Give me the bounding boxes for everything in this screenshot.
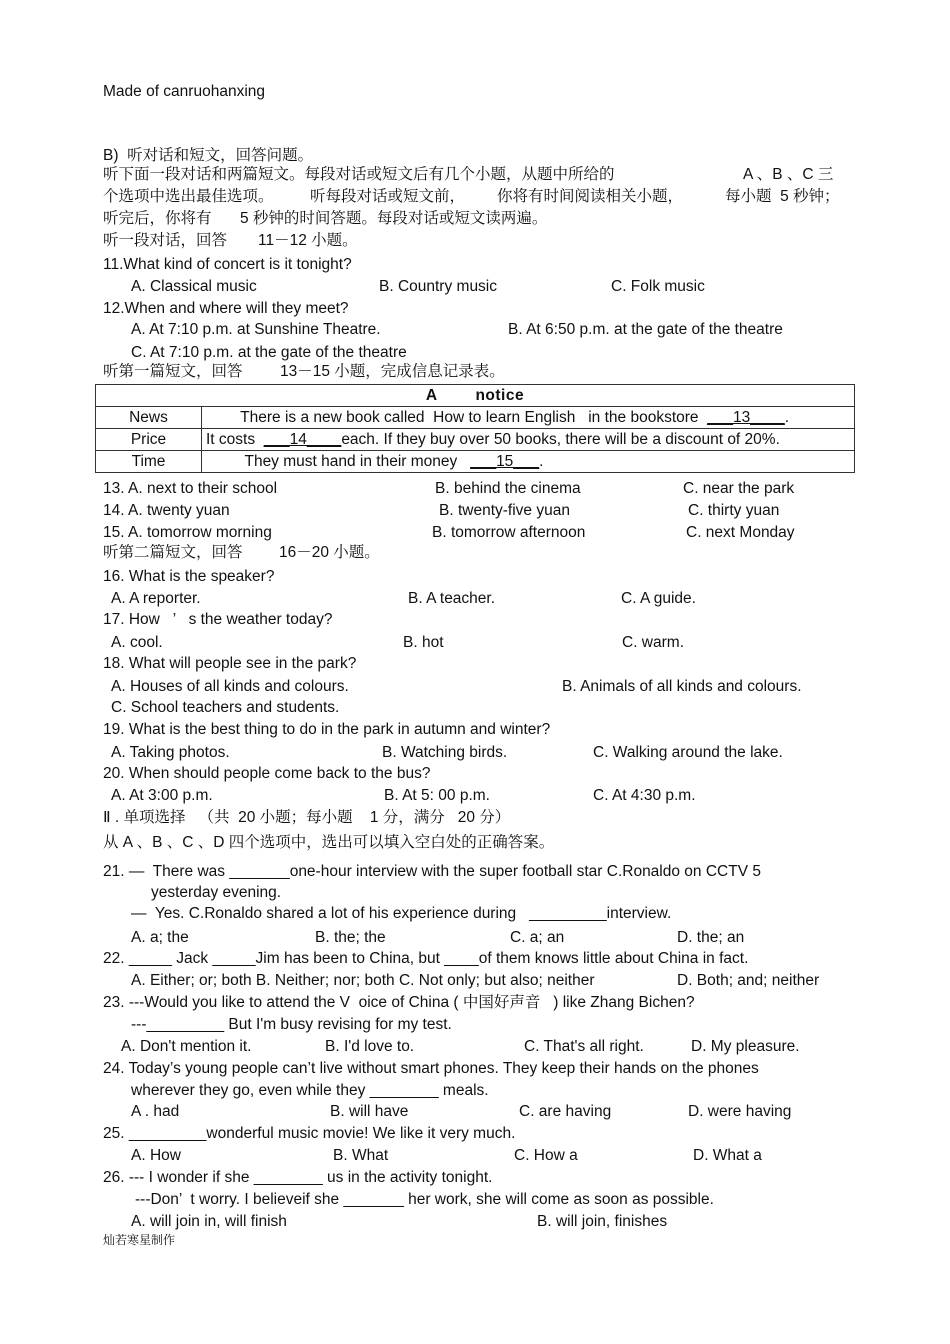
q12-question: 12.When and where will they meet? [103, 300, 349, 317]
part3-label: 听第二篇短文，回答 [103, 544, 243, 561]
section-b-instr-4: 听每段对话或短文前， [310, 188, 466, 205]
q13-option-a: 13. A. next to their school [103, 480, 278, 497]
part1-range: 11－12 小题。 [258, 232, 358, 249]
q26-option-a: A. will join in, will finish [131, 1213, 287, 1230]
q15-option-b: B. tomorrow afternoon [432, 524, 586, 541]
q18-question: 18. What will people see in the park? [103, 655, 357, 672]
q20-option-c: C. At 4:30 p.m. [593, 787, 696, 804]
q12-option-b: B. At 6:50 p.m. at the gate of the theatre [508, 321, 783, 338]
notice-key-time: Time [96, 451, 202, 473]
q16-option-a: A. A reporter. [111, 590, 201, 607]
q19-option-a: A. Taking photos. [111, 744, 230, 761]
q17-question: 17. How ’ s the weather today? [103, 611, 333, 628]
section-b-instr-6: 每小题 5 秒钟； [725, 188, 840, 205]
q19-option-c: C. Walking around the lake. [593, 744, 783, 761]
notice-row-price [96, 429, 855, 451]
q18-option-b: B. Animals of all kinds and colours. [562, 678, 802, 695]
section-b-instr-7: 听完后，你将有 [103, 210, 212, 227]
section-b-instr-2: A 、B 、C 三 [743, 166, 834, 183]
q25-option-d: D. What a [693, 1147, 762, 1164]
q19-option-b: B. Watching birds. [382, 744, 508, 761]
notice-value-news [202, 407, 855, 429]
q21-option-d: D. the; an [677, 929, 745, 946]
blank-14: ___14____ [263, 430, 342, 448]
q25-option-b: B. What [333, 1147, 389, 1164]
q20-option-b: B. At 5: 00 p.m. [384, 787, 490, 804]
notice-row-news [96, 407, 855, 429]
q21-option-a: A. a; the [131, 929, 189, 946]
section-b-instr-5: 你将有时间阅读相关小题， [497, 188, 684, 205]
q11-option-c: C. Folk music [611, 278, 705, 295]
q20-question: 20. When should people come back to the bus? [103, 765, 431, 782]
notice-text-price: It costs [206, 430, 264, 448]
q25-option-c: C. How a [514, 1147, 578, 1164]
q20-option-a: A. At 3:00 p.m. [111, 787, 213, 804]
q16-option-c: C. A guide. [621, 590, 696, 607]
q24-option-d: D. were having [688, 1103, 792, 1120]
notice-text-news: There is a new book called How to learn English in the bookstore [206, 408, 708, 426]
notice-key-news: News [96, 407, 202, 429]
notice-value-price [202, 429, 855, 451]
page-footer: 灿若寒星制作 [103, 1233, 176, 1247]
q26-line-1: 26. --- I wonder if she ________ us in the activity tonight. [103, 1169, 493, 1186]
part2-label: 听第一篇短文，回答 [103, 363, 243, 380]
q21-line-3: — Yes. C.Ronaldo shared a lot of his experience during _________interview. [131, 905, 672, 922]
section-b-instr-1: 听下面一段对话和两篇短文。每段对话或短文后有几个小题，从题中所给的 [103, 166, 615, 183]
q16-option-b: B. A teacher. [408, 590, 496, 607]
notice-text-time: They must hand in their money [206, 452, 471, 470]
q13-option-c: C. near the park [683, 480, 795, 497]
q18-option-c: C. School teachers and students. [111, 699, 340, 716]
q22-option-d: D. Both; and; neither [677, 972, 820, 989]
q24-line-1: 24. Today’s young people can’t live without smart phones. They keep their hands on the phones [103, 1060, 759, 1077]
q19-question: 19. What is the best thing to do in the park in autumn and winter? [103, 721, 551, 738]
part1-label: 听一段对话，回答 [103, 232, 228, 249]
section-b-instr-3: 个选项中选出最佳选项。 [103, 188, 274, 205]
q14-option-c: C. thirty yuan [688, 502, 780, 519]
q12-option-a: A. At 7:10 p.m. at Sunshine Theatre. [131, 321, 381, 338]
q22-line-1: 22. _____ Jack _____Jim has been to China, but ____of them knows little about China in fact. [103, 950, 749, 967]
notice-title: A notice [96, 385, 855, 407]
q24-line-2: wherever they go, even while they ________ meals. [131, 1082, 489, 1099]
part2-range: 13－15 小题，完成信息记录表。 [280, 363, 505, 380]
q15-option-c: C. next Monday [686, 524, 795, 541]
notice-key-price: Price [96, 429, 202, 451]
q13-option-b: B. behind the cinema [435, 480, 581, 497]
q11-option-b: B. Country music [379, 278, 498, 295]
q21-line-1: 21. — There was _______one-hour interview with the super football star C.Ronaldo on CCTV 5 [103, 863, 761, 880]
notice-tail-price: each. If they buy over 50 books, there will be a discount of 20%. [341, 430, 780, 448]
section-2-instr: 从 A 、B 、C 、D 四个选项中，选出可以填入空白处的正确答案。 [103, 834, 555, 851]
q26-line-2: ---Don’ t worry. I believeif she _______ her work, she will come as soon as possible. [135, 1191, 714, 1208]
q15-option-a: 15. A. tomorrow morning [103, 524, 272, 541]
notice-tail-time: . [539, 452, 544, 470]
q21-line-2: yesterday evening. [151, 884, 282, 901]
blank-15: ___15___ [470, 452, 540, 470]
q23-option-d: D. My pleasure. [691, 1038, 800, 1055]
notice-row-time [96, 451, 855, 473]
q11-question: 11.What kind of concert is it tonight? [103, 256, 352, 273]
section-2-title: Ⅱ . 单项选择 （共 20 小题；每小题 1 分，满分 20 分） [103, 809, 511, 826]
q17-option-a: A. cool. [111, 634, 163, 651]
q17-option-c: C. warm. [622, 634, 684, 651]
q26-option-b: B. will join, finishes [537, 1213, 668, 1230]
section-b-instr-8: 5 秒钟的时间答题。每段对话或短文读两遍。 [240, 210, 548, 227]
part3-range: 16－20 小题。 [279, 544, 380, 561]
q23-option-c: C. That's all right. [524, 1038, 644, 1055]
q23-option-a: A. Don't mention it. [121, 1038, 252, 1055]
q23-line-2: ---_________ But I'm busy revising for my test. [131, 1016, 452, 1033]
section-b-title: B) 听对话和短文，回答问题。 [103, 147, 314, 164]
q14-option-a: 14. A. twenty yuan [103, 502, 230, 519]
q24-option-b: B. will have [330, 1103, 409, 1120]
q14-option-b: B. twenty-five yuan [439, 502, 570, 519]
notice-table [95, 384, 855, 473]
q25-option-a: A. How [131, 1147, 181, 1164]
q21-option-c: C. a; an [510, 929, 565, 946]
blank-13: ___13____ [707, 408, 785, 426]
q18-option-a: A. Houses of all kinds and colours. [111, 678, 349, 695]
q24-option-a: A . had [131, 1103, 180, 1120]
q24-option-c: C. are having [519, 1103, 612, 1120]
q23-line-1: 23. ---Would you like to attend the V oice of China ( 中国好声音 ) like Zhang Bichen? [103, 994, 695, 1011]
q17-option-b: B. hot [403, 634, 444, 651]
q23-option-b: B. I'd love to. [325, 1038, 415, 1055]
q22-options-abc: A. Either; or; both B. Neither; nor; both C. Not only; but also; neither [131, 972, 595, 989]
page-header: Made of canruohanxing [103, 83, 266, 100]
q11-option-a: A. Classical music [131, 278, 257, 295]
q16-question: 16. What is the speaker? [103, 568, 275, 585]
q25-line-1: 25. _________wonderful music movie! We like it very much. [103, 1125, 516, 1142]
notice-tail-news: . [784, 408, 790, 426]
q12-option-c: C. At 7:10 p.m. at the gate of the theatre [131, 344, 407, 361]
notice-value-time [202, 451, 855, 473]
q21-option-b: B. the; the [315, 929, 386, 946]
